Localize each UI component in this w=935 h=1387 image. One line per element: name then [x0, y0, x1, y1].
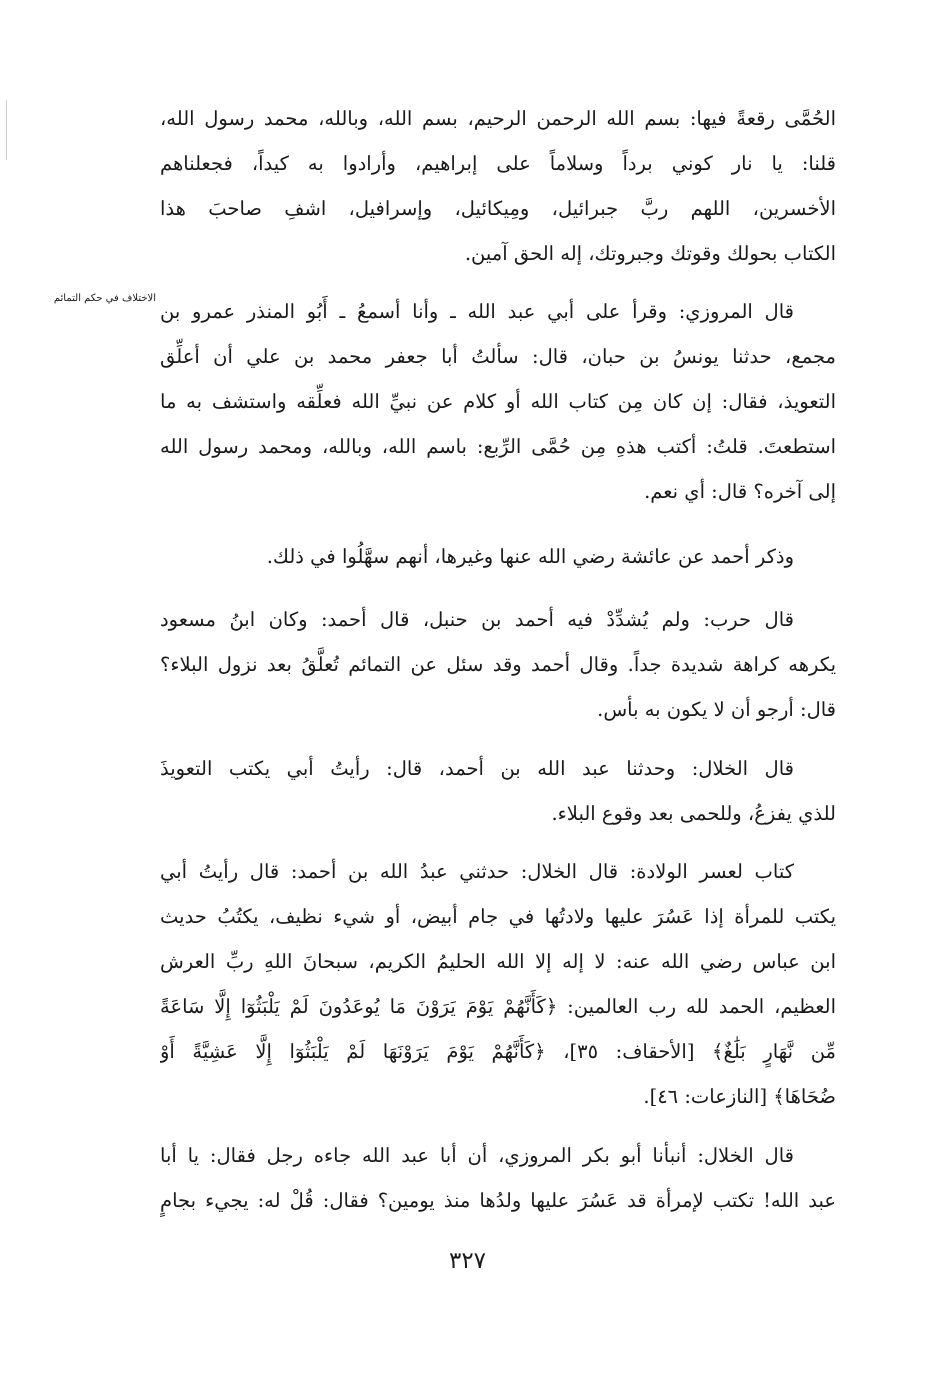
page-edge-mark [6, 100, 7, 160]
paragraph-7 [160, 1133, 836, 1223]
text-line: كتاب لعسر الولادة: قال الخلال: حدثني عبدُ الله بن أحمد: قال رأيتُ أبي [160, 860, 794, 883]
text-line: التعويذ، فقال: إن كان مِن كتاب الله أو كلام عن نبيِّ الله فعلِّقه واستشف به ما [160, 390, 836, 413]
paragraph-6 [160, 849, 836, 1119]
text-line: استطعتَ. قلتُ: أكتب هذهِ مِن حُمَّى الرِّبع: باسم الله، وبالله، ومحمد رسول الله [160, 435, 836, 458]
text-line: قلنا: يا نار كوني برداً وسلاماً على إبراهيم، وأرادوا به كيداً، فجعلناهم [160, 152, 836, 175]
paragraph-1 [160, 96, 836, 276]
paragraph-3 [160, 534, 836, 579]
text-line: يكرهه كراهة شديدة جداً. وقال أحمد وقد سئل عن التمائم تُعلَّقُ بعد نزول البلاء؟ [160, 653, 836, 676]
text-line: الحُمَّى رقعةً فيها: بسم الله الرحمن الرحيم، بسم الله، وبالله، محمد رسول الله، [160, 107, 836, 130]
text-line: قال الخلال: أنبأنا أبو بكر المروزي، أن أبا عبد الله جاءه رجل فقال: يا أبا [160, 1144, 794, 1167]
text-line: ابن عباس رضي الله عنه: لا إله إلا الله الحليمُ الكريم، سبحانَ اللهِ ربِّ العرش [160, 950, 836, 973]
text-line: قال المروزي: وقرأ على أبي عبد الله ـ وأنا أسمعُ ـ أَبُو المنذر عمرو بن [160, 300, 794, 323]
text-line: قال: أرجو أن لا يكون به بأس. [597, 698, 836, 721]
margin-note: الاختلاف في حكم التمائم [53, 293, 156, 304]
paragraph-2 [160, 289, 836, 514]
text-line: مِّن نَّهَارٍ بَلَٰغٌ﴾ [الأحقاف: ٣٥]، ﴿كَأَنَّهُمْ يَوْمَ يَرَوْنَهَا لَمْ يَلْبَثُوٓا إِلَّا عَشِيَّةً أَوْ [160, 1040, 836, 1063]
text-line: يكتب للمرأة إذا عَسُرَ عليها ولادتُها في جام أبيض، أو شيء نظيف، يكتُبُ حديث [160, 905, 836, 928]
text-line: إلى آخره؟ قال: أي نعم. [644, 480, 836, 503]
text-line: وذكر أحمد عن عائشة رضي الله عنها وغيرها، أنهم سهَّلُوا في ذلك. [266, 545, 794, 568]
text-line: قال الخلال: وحدثنا عبد الله بن أحمد، قال: رأيتُ أبي يكتب التعويذَ [160, 757, 794, 780]
text-line: للذي يفزعُ، وللحمى بعد وقوع البلاء. [551, 802, 836, 825]
text-line: قال حرب: ولم يُشدِّدْ فيه أحمد بن حنبل، قال أحمد: وكان ابنُ مسعود [160, 608, 794, 631]
text-line: الأخسرين، اللهم ربَّ جبرائيل، ومِيكائيل، وإسرافيل، اشفِ صاحبَ هذا [160, 197, 836, 220]
text-line: الكتاب بحولك وقوتك وجبروتك، إله الحق آمين. [464, 242, 836, 265]
paragraph-4 [160, 597, 836, 732]
text-line: ضُحَاهَا﴾ [النازعات: ٤٦]. [643, 1085, 836, 1108]
paragraph-5 [160, 746, 836, 836]
text-line: مجمع، حدثنا يونسُ بن حبان، قال: سألتُ أبا جعفر محمد بن علي أن أعلِّق [160, 345, 836, 368]
text-line: العظيم، الحمد لله رب العالمين: ﴿كَأَنَّهُمْ يَوْمَ يَرَوْنَ مَا يُوعَدُونَ لَمْ يَلْبَثُوٓا إِلَّا سَاعَةً [160, 995, 836, 1018]
text-line: عبد الله! تكتب لإمرأة قد عَسُرَ عليها ولدُها منذ يومين؟ فقال: قُلْ له: يجيء بجامٍ [160, 1189, 836, 1212]
page-number: ٣٢٧ [448, 1248, 487, 1274]
